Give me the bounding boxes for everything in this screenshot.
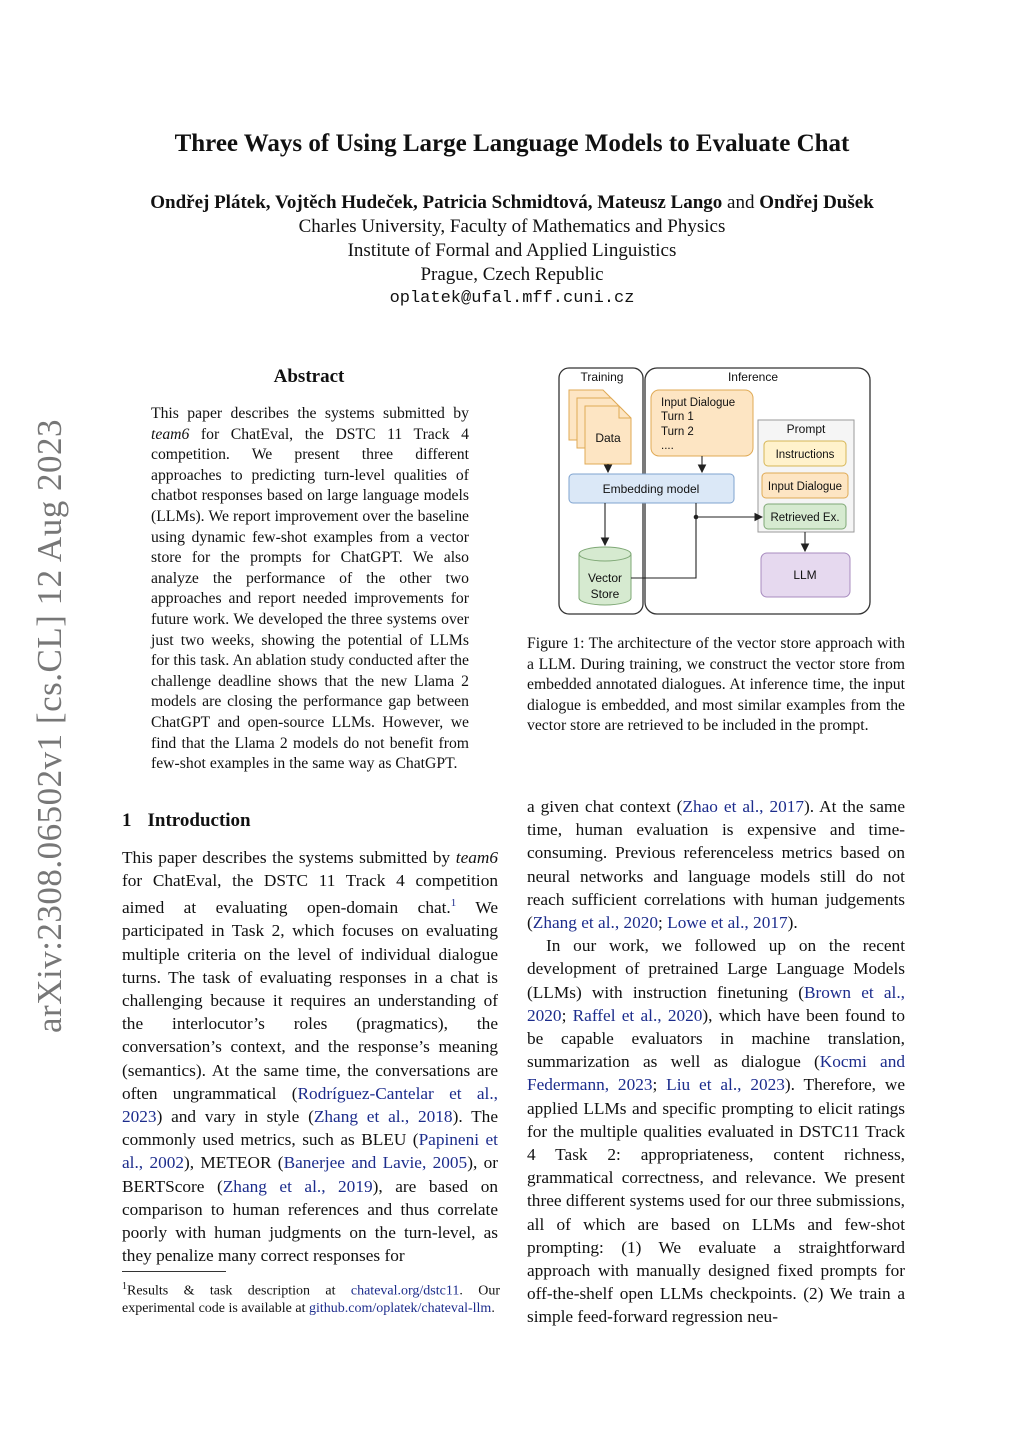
author-list (0, 192, 1024, 214)
citation-link[interactable]: Rodríguez-Cantelar et al., 2023 (122, 1083, 498, 1126)
affiliation-institute: Institute of Formal and Applied Linguistics (347, 240, 677, 261)
section-heading-introduction: 1 Introduction (122, 810, 251, 831)
svg-text:LLM: LLM (793, 568, 817, 582)
footnote-link-github[interactable]: github.com/oplatek/chateval-llm (308, 1301, 492, 1317)
introduction-column-2 (527, 795, 905, 1329)
svg-text:Embedding model: Embedding model (602, 482, 700, 496)
prompt-label: Prompt (786, 422, 826, 436)
arxiv-identifier: arXiv:2308.06502v1 [cs.CL] 12 Aug 2023 (30, 419, 69, 1033)
citation-link[interactable]: Lowe et al., 2017 (667, 913, 788, 933)
introduction-column-1 (122, 846, 498, 1267)
team-name: team6 (151, 425, 190, 443)
paper-title: Three Ways of Using Large Language Models to Evaluate Chat (174, 130, 850, 157)
svg-text:Store: Store (590, 587, 620, 601)
authors-and: and (727, 192, 755, 213)
svg-text:....: .... (661, 440, 674, 452)
citation-link[interactable]: Liu et al., 2023 (666, 1075, 785, 1095)
figure-caption: Figure 1: The architecture of the vector store approach with a LLM. During training, we construct the vector store from embedded annotated dialogues. At inference time, the input dialogue is embedded, and most similar examples from the vector store are retrieved to be included in the prompt. (527, 635, 905, 735)
svg-text:Instructions: Instructions (775, 449, 835, 461)
svg-text:Retrieved Ex.: Retrieved Ex. (770, 512, 840, 524)
citation-link[interactable]: Kocmi and Federmann, 2023 (527, 1052, 906, 1095)
authors-main: Ondřej Plátek, Vojtěch Hudeček, Patricia Schmidtová, Mateusz Lango (150, 192, 723, 213)
figure-architecture-diagram (557, 366, 873, 618)
svg-text:Input Dialogue: Input Dialogue (661, 397, 736, 409)
footnote-rule (122, 1271, 226, 1272)
data-label: Data (595, 431, 621, 445)
footnote: $^1$Results & task description at chateval.org/dstc11. Our experimental code is available at github.com/oplatek/chateval-llm. (122, 1281, 500, 1317)
intro-paragraph-2: In our work, we followed up on the recent development of pretrained Large Language Models (LLMs) with instruction finetuning (Brown et al., 2020; Raffel et al., 2020), which have been found to be capable evaluators in machine translation, summarization as well as dialogue (Kocmi and Federmann, 2023; Liu et al., 2023). Therefore, we applied LLMs and specific prompting to elicit ratings for the multiple qualities evaluated in DSTC11 Track 4 Task 2: appropriateness, content richness, grammatical correctness, and relevance. We present three different systems used for our three submissions, all of which are based on LLMs and few-shot prompting: (1) We evaluate a straightforward approach with manually designed fixed prompts for off-the-shelf open LLMs checkpoints. (2) We train a simple feed-forward regression neu- (527, 936, 906, 1327)
citation-link[interactable]: Brown et al., 2020 (527, 982, 905, 1025)
citation-link[interactable]: Raffel et al., 2020 (572, 1005, 703, 1025)
svg-text:Vector: Vector (587, 571, 623, 585)
svg-text:Input Dialogue: Input Dialogue (767, 481, 843, 493)
footnote-marker[interactable]: 1 (450, 897, 457, 910)
citation-link[interactable]: Zhang et al., 2020 (532, 913, 659, 933)
citation-link[interactable]: Zhang et al., 2018 (313, 1107, 453, 1126)
intro-paragraph-1-continued: a given chat context (Zhao et al., 2017). At the same time, human evaluation is expensive and time-consuming. Previous referenceless metrics based on neural networks and language models still do not reach sufficient correlations with human judgements (Zhang et al., 2020; Lowe et al., 2017). (527, 797, 905, 933)
inference-label: Inference (727, 370, 779, 384)
intro-paragraph-1: This paper describes the systems submitted by team6 for ChatEval, the DSTC 11 Track 4 competition aimed at evaluating open-domain chat.$^1$ We participated in Task 2, which focuses on evaluating multiple criteria on the level of individual dialogue turns. The task of evaluating responses in a chat is challenging because it requires an understanding of the interlocutor’s roles (pragmatics), the conversation’s context, and the response’s meaning (semantics). At the same time, the conversations are often ungrammatical (Rodríguez-Cantelar et al., 2023) and vary in style (Zhang et al., 2018). The commonly used metrics, such as BLEU (Papineni et al., 2002), METEOR (Banerjee and Lavie, 2005), or BERTScore (Zhang et al., 2019), are based on comparison to human references and thus correlate poorly with human judgments on the turn-level, as they penalize many correct responses for (122, 848, 498, 1266)
citation-link[interactable]: Zhao et al., 2017 (682, 797, 805, 816)
citation-link[interactable]: Papineni et al., 2002 (122, 1130, 498, 1173)
author-email[interactable]: oplatek@ufal.mff.cuni.cz (389, 289, 635, 308)
training-label: Training (580, 370, 624, 384)
affiliation-university: Charles University, Faculty of Mathematics and Physics (298, 216, 726, 237)
footnote-link-chateval[interactable]: chateval.org/dstc11 (350, 1283, 460, 1299)
citation-link[interactable]: Zhang et al., 2019 (222, 1176, 373, 1196)
authors-last: Ondřej Dušek (759, 192, 874, 213)
affiliation-location: Prague, Czech Republic (420, 264, 604, 285)
abstract-body: This paper describes the systems submitted by team6 for ChatEval, the DSTC 11 Track 4 competition. We present three different approaches to predicting turn-level qualities of chatbot responses based on large language models (LLMs). We report improvement over the baseline using dynamic few-shot examples from a vector store for the prompts for ChatGPT. We also analyze the performance of the other two approaches and report needed improvements for future work. We developed the three systems over just two weeks, showing the potential of LLMs for this task. An ablation study conducted after the challenge deadline shows that the new Llama 2 models are closing the performance gap between ChatGPT and open-source LLMs. However, we find that the Llama 2 models do not benefit from few-shot examples in the same way as ChatGPT. (151, 405, 469, 773)
citation-link[interactable]: Banerjee and Lavie, 2005 (283, 1153, 468, 1173)
svg-text:Turn 1: Turn 1 (661, 411, 694, 423)
abstract-heading: Abstract (273, 366, 345, 387)
svg-text:Turn 2: Turn 2 (661, 426, 694, 438)
